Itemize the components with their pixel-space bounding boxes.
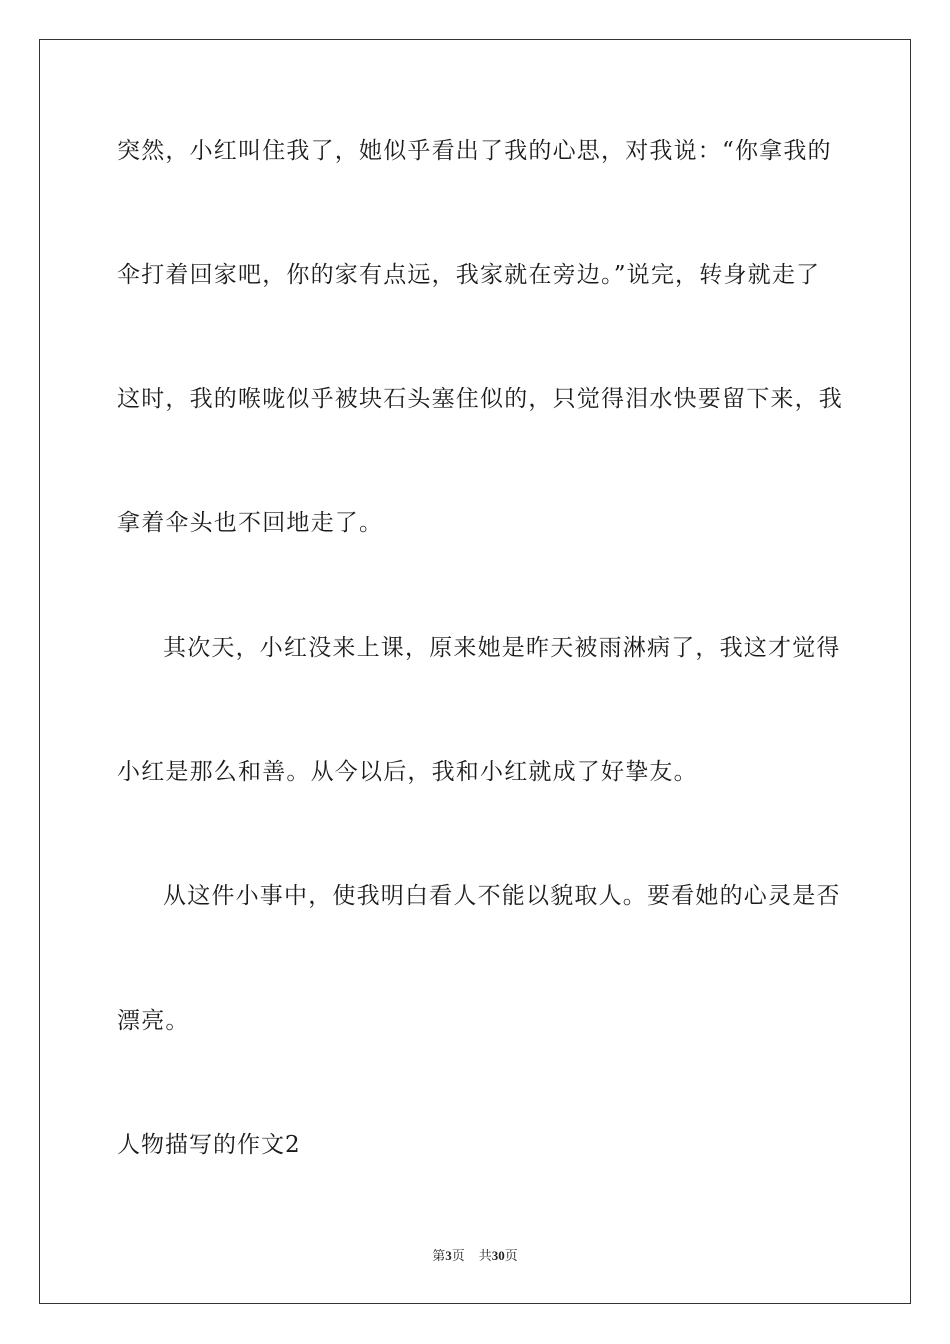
- text-line: 突然，小红叫住我了，她似乎看出了我的心思，对我说：“你拿我的: [117, 138, 832, 164]
- text-line: 拿着伞头也不回地走了。: [117, 510, 384, 536]
- footer-page-prefix: 第: [432, 1249, 446, 1264]
- footer-total-prefix: 共: [478, 1249, 492, 1264]
- text-line: 小红是那么和善。从今以后，我和小红就成了好挚友。: [117, 759, 698, 785]
- text-line: 漂亮。: [117, 1008, 190, 1034]
- section-heading: 人物描写的作文2: [117, 1132, 301, 1158]
- text-line: 其次天，小红没来上课，原来她是昨天被雨淋病了，我这才觉得: [163, 635, 841, 661]
- footer-total-pages: 30: [491, 1248, 505, 1263]
- page-border: [39, 39, 911, 1304]
- footer-page-suffix: 页: [451, 1249, 465, 1264]
- page-footer: [0, 1247, 950, 1266]
- footer-page-number: 3: [445, 1248, 452, 1263]
- text-line: 伞打着回家吧，你的家有点远，我家就在旁边。”说完，转身就走了: [117, 262, 821, 288]
- text-line: 这时，我的喉咙似乎被块石头塞住似的，只觉得泪水快要留下来，我: [117, 386, 843, 412]
- text-line: 从这件小事中，使我明白看人不能以貌取人。要看她的心灵是否: [163, 883, 841, 909]
- footer-total-suffix: 页: [504, 1249, 518, 1264]
